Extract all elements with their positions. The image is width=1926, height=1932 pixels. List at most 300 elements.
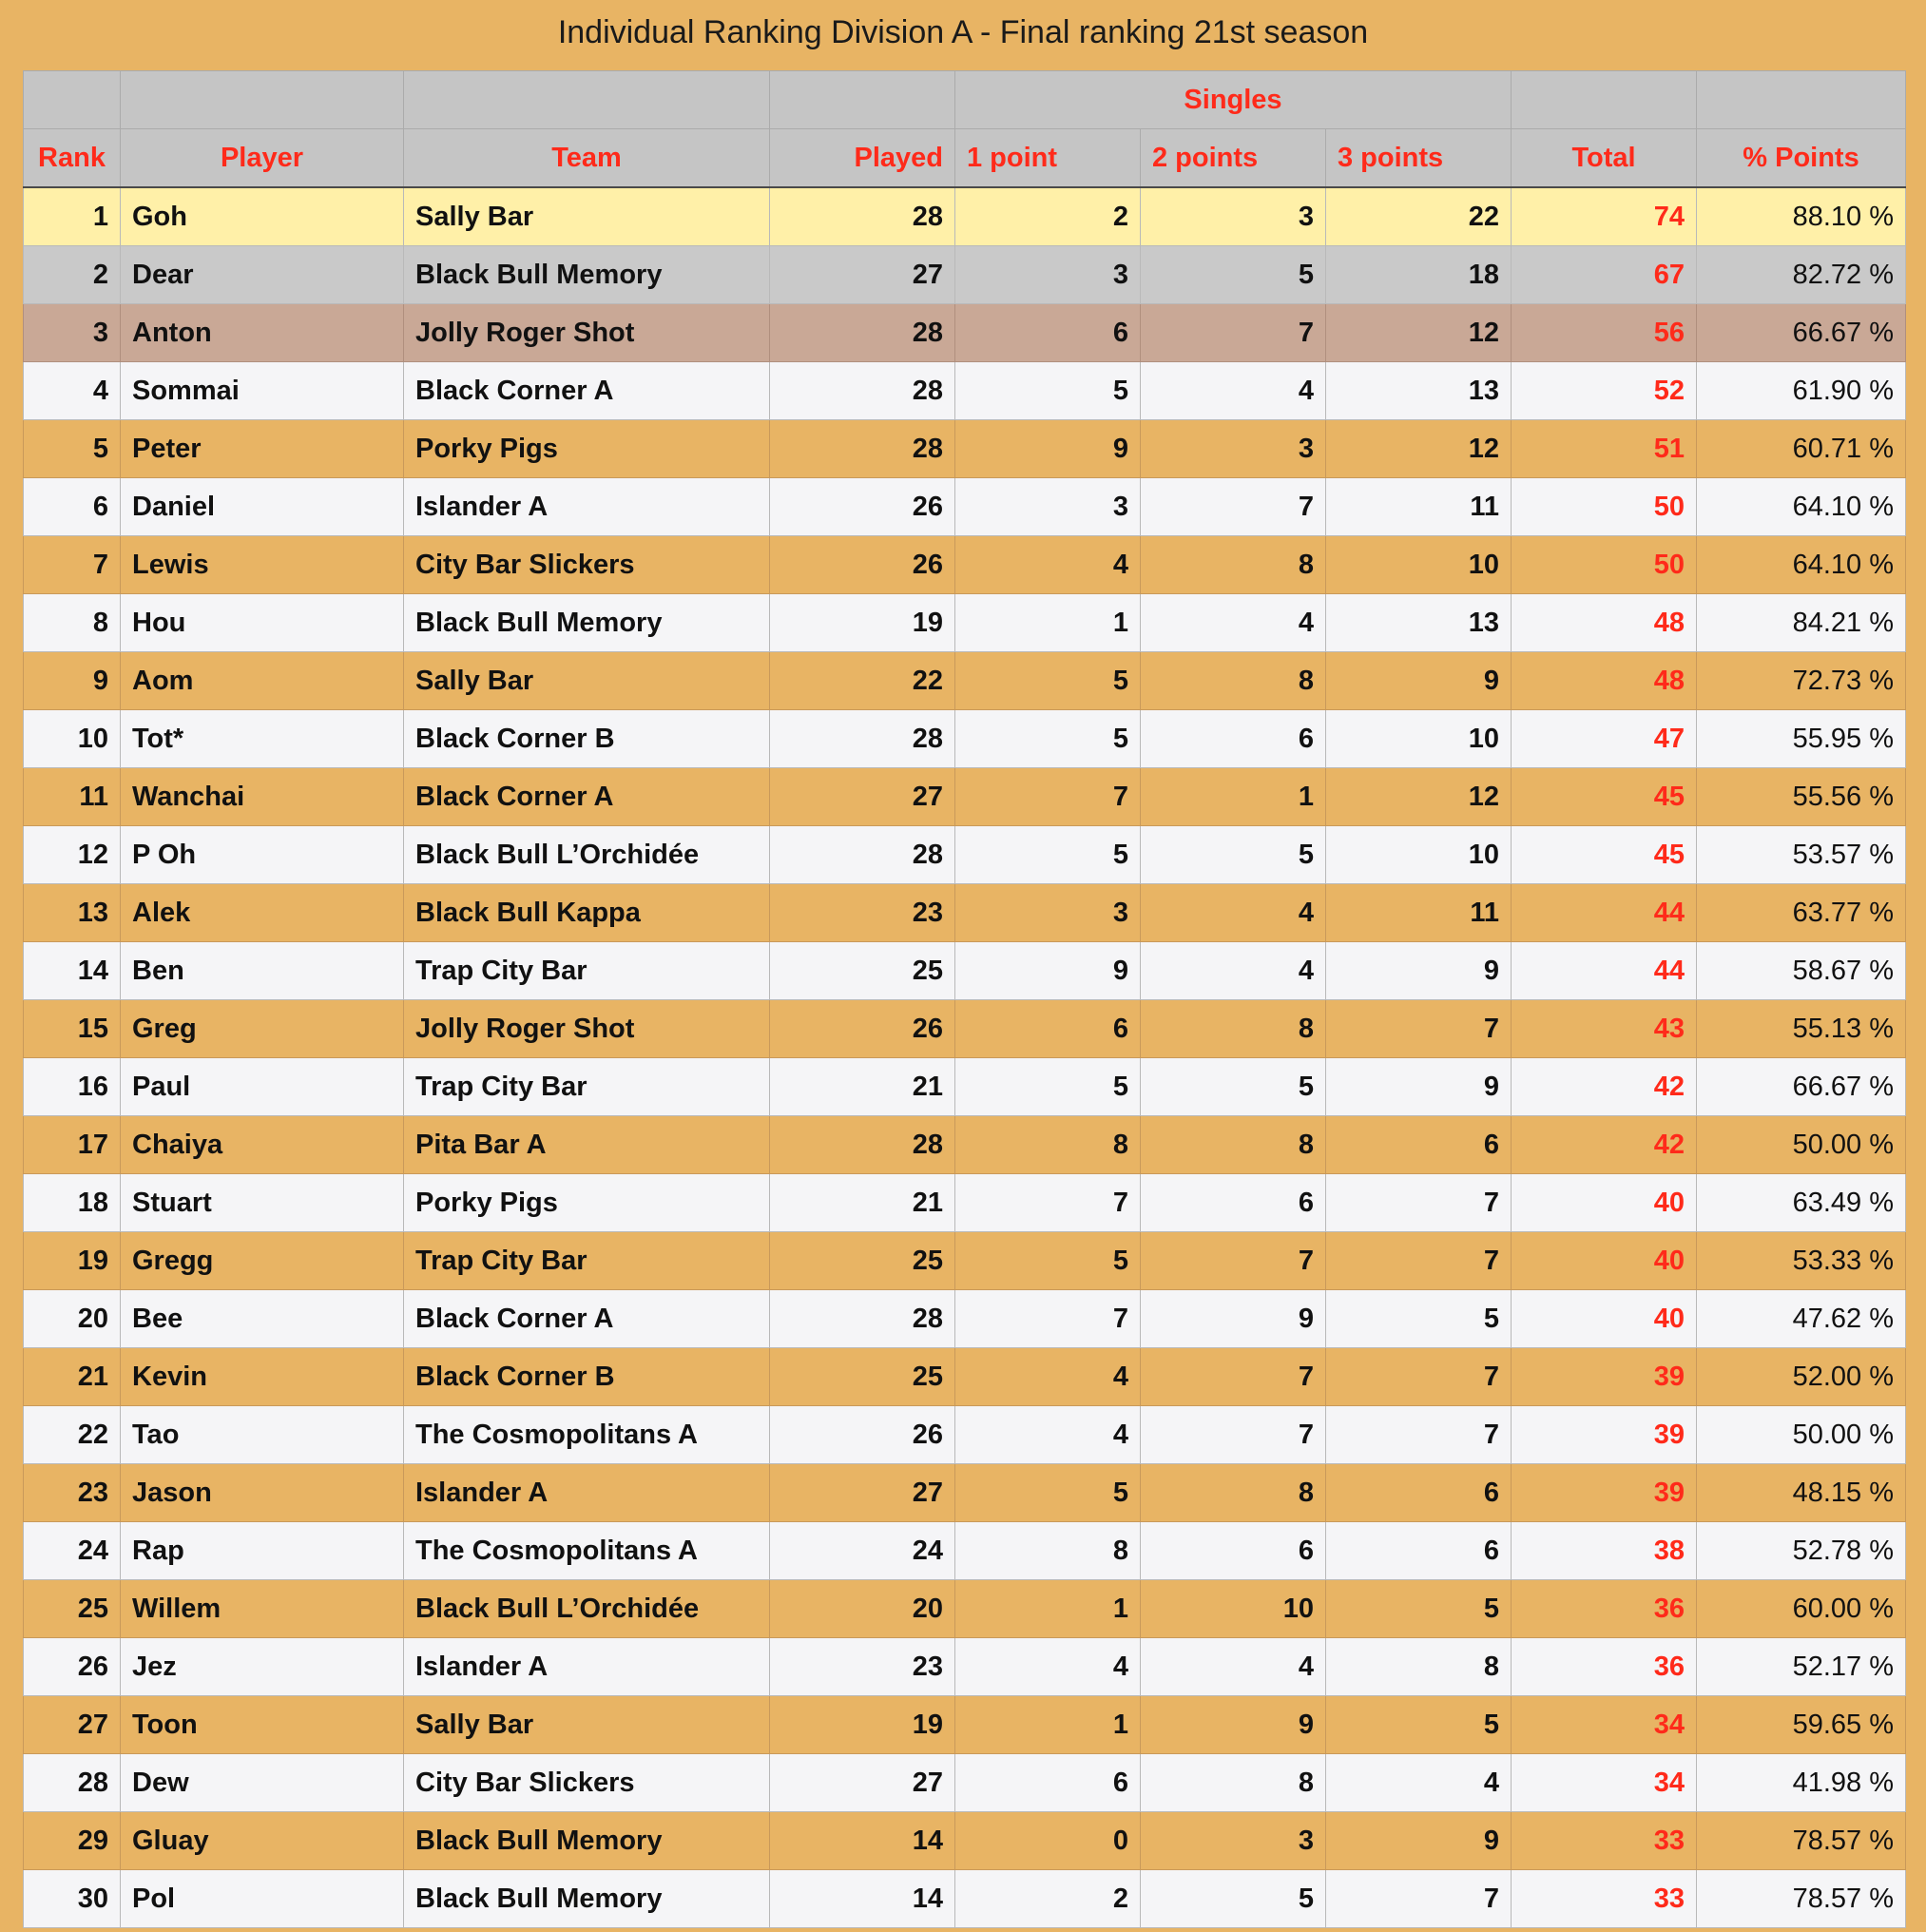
two-points-cell[interactable]: 8 (1141, 1754, 1326, 1812)
player-name-cell[interactable]: Dear (121, 246, 404, 304)
two-points-cell[interactable]: 1 (1141, 768, 1326, 826)
three-points-cell[interactable]: 7 (1326, 1406, 1512, 1464)
pct-points-cell[interactable]: 78.57 % (1697, 1870, 1906, 1928)
player-name-cell[interactable]: Jason (121, 1464, 404, 1522)
pct-points-cell[interactable]: 60.00 % (1697, 1580, 1906, 1638)
player-name-cell[interactable]: Hou (121, 594, 404, 652)
pct-points-cell[interactable]: 78.57 % (1697, 1812, 1906, 1870)
team-name-cell[interactable]: Black Bull L’Orchidée (404, 1580, 770, 1638)
played-cell[interactable]: 22 (770, 652, 955, 710)
team-name-cell[interactable]: Black Corner B (404, 710, 770, 768)
total-cell[interactable]: 36 (1512, 1638, 1697, 1696)
one-point-cell[interactable]: 3 (955, 884, 1141, 942)
three-points-cell[interactable]: 18 (1326, 246, 1512, 304)
player-name-cell[interactable]: Sommai (121, 362, 404, 420)
team-name-cell[interactable]: Black Corner A (404, 768, 770, 826)
played-cell[interactable]: 23 (770, 884, 955, 942)
played-cell[interactable]: 28 (770, 1290, 955, 1348)
two-points-cell[interactable]: 9 (1141, 1290, 1326, 1348)
two-points-cell[interactable]: 8 (1141, 536, 1326, 594)
table-row[interactable] (24, 1464, 1906, 1522)
three-points-cell[interactable]: 10 (1326, 710, 1512, 768)
player-name-cell[interactable]: Dew (121, 1754, 404, 1812)
table-row[interactable] (24, 304, 1906, 362)
three-points-cell[interactable]: 12 (1326, 304, 1512, 362)
rank-cell[interactable]: 27 (24, 1696, 121, 1754)
three-points-cell[interactable]: 7 (1326, 1348, 1512, 1406)
player-name-cell[interactable]: Bee (121, 1290, 404, 1348)
table-row[interactable] (24, 1406, 1906, 1464)
total-cell[interactable]: 39 (1512, 1406, 1697, 1464)
table-row[interactable] (24, 884, 1906, 942)
pct-points-cell[interactable]: 41.98 % (1697, 1754, 1906, 1812)
player-name-cell[interactable]: Kevin (121, 1348, 404, 1406)
pct-points-cell[interactable]: 48.15 % (1697, 1464, 1906, 1522)
total-cell[interactable]: 36 (1512, 1580, 1697, 1638)
one-point-cell[interactable]: 4 (955, 536, 1141, 594)
player-name-cell[interactable]: Jez (121, 1638, 404, 1696)
two-points-cell[interactable]: 3 (1141, 187, 1326, 246)
three-points-cell[interactable]: 5 (1326, 1580, 1512, 1638)
two-points-cell[interactable]: 4 (1141, 362, 1326, 420)
team-name-cell[interactable]: Black Bull Memory (404, 1812, 770, 1870)
rank-cell[interactable]: 5 (24, 420, 121, 478)
table-row[interactable] (24, 362, 1906, 420)
team-name-cell[interactable]: Black Corner A (404, 1290, 770, 1348)
player-name-cell[interactable]: Tot* (121, 710, 404, 768)
played-cell[interactable]: 26 (770, 478, 955, 536)
played-cell[interactable]: 27 (770, 1754, 955, 1812)
column-header-played[interactable]: Played (770, 129, 955, 188)
rank-cell[interactable]: 1 (24, 187, 121, 246)
table-row[interactable] (24, 1000, 1906, 1058)
rank-cell[interactable]: 18 (24, 1174, 121, 1232)
played-cell[interactable]: 26 (770, 1406, 955, 1464)
total-cell[interactable]: 40 (1512, 1290, 1697, 1348)
one-point-cell[interactable]: 1 (955, 594, 1141, 652)
three-points-cell[interactable]: 10 (1326, 826, 1512, 884)
table-row[interactable] (24, 536, 1906, 594)
total-cell[interactable]: 48 (1512, 594, 1697, 652)
one-point-cell[interactable]: 9 (955, 420, 1141, 478)
player-name-cell[interactable]: P Oh (121, 826, 404, 884)
rank-cell[interactable]: 3 (24, 304, 121, 362)
table-row[interactable] (24, 594, 1906, 652)
pct-points-cell[interactable]: 64.10 % (1697, 478, 1906, 536)
one-point-cell[interactable]: 6 (955, 304, 1141, 362)
three-points-cell[interactable]: 4 (1326, 1754, 1512, 1812)
total-cell[interactable]: 43 (1512, 1000, 1697, 1058)
three-points-cell[interactable]: 5 (1326, 1696, 1512, 1754)
table-row[interactable] (24, 1348, 1906, 1406)
rank-cell[interactable]: 25 (24, 1580, 121, 1638)
column-header-pct-points[interactable]: % Points (1697, 129, 1906, 188)
team-name-cell[interactable]: Trap City Bar (404, 1058, 770, 1116)
table-row[interactable] (24, 187, 1906, 246)
column-header-1-point[interactable]: 1 point (955, 129, 1141, 188)
two-points-cell[interactable]: 9 (1141, 1696, 1326, 1754)
column-header-player[interactable]: Player (121, 129, 404, 188)
rank-cell[interactable]: 13 (24, 884, 121, 942)
one-point-cell[interactable]: 1 (955, 1696, 1141, 1754)
team-name-cell[interactable]: Black Corner A (404, 362, 770, 420)
team-name-cell[interactable]: Islander A (404, 1638, 770, 1696)
pct-points-cell[interactable]: 64.10 % (1697, 536, 1906, 594)
played-cell[interactable]: 28 (770, 362, 955, 420)
total-cell[interactable]: 33 (1512, 1812, 1697, 1870)
player-name-cell[interactable]: Anton (121, 304, 404, 362)
pct-points-cell[interactable]: 58.67 % (1697, 942, 1906, 1000)
total-cell[interactable]: 42 (1512, 1058, 1697, 1116)
three-points-cell[interactable]: 7 (1326, 1232, 1512, 1290)
played-cell[interactable]: 14 (770, 1812, 955, 1870)
two-points-cell[interactable]: 8 (1141, 652, 1326, 710)
played-cell[interactable]: 26 (770, 536, 955, 594)
two-points-cell[interactable]: 4 (1141, 884, 1326, 942)
pct-points-cell[interactable]: 82.72 % (1697, 246, 1906, 304)
player-name-cell[interactable]: Goh (121, 187, 404, 246)
team-name-cell[interactable]: Black Bull Memory (404, 1870, 770, 1928)
total-cell[interactable]: 44 (1512, 884, 1697, 942)
played-cell[interactable]: 27 (770, 1464, 955, 1522)
rank-cell[interactable]: 20 (24, 1290, 121, 1348)
one-point-cell[interactable]: 4 (955, 1348, 1141, 1406)
table-row[interactable] (24, 826, 1906, 884)
total-cell[interactable]: 34 (1512, 1754, 1697, 1812)
pct-points-cell[interactable]: 88.10 % (1697, 187, 1906, 246)
team-name-cell[interactable]: Porky Pigs (404, 1174, 770, 1232)
table-row[interactable] (24, 478, 1906, 536)
pct-points-cell[interactable]: 53.33 % (1697, 1232, 1906, 1290)
one-point-cell[interactable]: 4 (955, 1638, 1141, 1696)
one-point-cell[interactable]: 2 (955, 1870, 1141, 1928)
two-points-cell[interactable]: 7 (1141, 478, 1326, 536)
one-point-cell[interactable]: 7 (955, 1290, 1141, 1348)
one-point-cell[interactable]: 2 (955, 187, 1141, 246)
table-row[interactable] (24, 1754, 1906, 1812)
pct-points-cell[interactable]: 63.77 % (1697, 884, 1906, 942)
rank-cell[interactable]: 7 (24, 536, 121, 594)
played-cell[interactable]: 25 (770, 1232, 955, 1290)
total-cell[interactable]: 34 (1512, 1696, 1697, 1754)
team-name-cell[interactable]: Black Bull Memory (404, 594, 770, 652)
played-cell[interactable]: 28 (770, 826, 955, 884)
played-cell[interactable]: 25 (770, 1348, 955, 1406)
pct-points-cell[interactable]: 50.00 % (1697, 1116, 1906, 1174)
played-cell[interactable]: 28 (770, 420, 955, 478)
two-points-cell[interactable]: 3 (1141, 1812, 1326, 1870)
rank-cell[interactable]: 11 (24, 768, 121, 826)
player-name-cell[interactable]: Paul (121, 1058, 404, 1116)
table-row[interactable] (24, 1870, 1906, 1928)
table-row[interactable] (24, 1522, 1906, 1580)
team-name-cell[interactable]: Islander A (404, 1464, 770, 1522)
rank-cell[interactable]: 23 (24, 1464, 121, 1522)
rank-cell[interactable]: 16 (24, 1058, 121, 1116)
played-cell[interactable]: 26 (770, 1000, 955, 1058)
total-cell[interactable]: 39 (1512, 1464, 1697, 1522)
player-name-cell[interactable]: Wanchai (121, 768, 404, 826)
table-row[interactable] (24, 1058, 1906, 1116)
rank-cell[interactable]: 30 (24, 1870, 121, 1928)
three-points-cell[interactable]: 7 (1326, 1870, 1512, 1928)
table-row[interactable] (24, 1696, 1906, 1754)
rank-cell[interactable]: 19 (24, 1232, 121, 1290)
two-points-cell[interactable]: 7 (1141, 1348, 1326, 1406)
one-point-cell[interactable]: 4 (955, 1406, 1141, 1464)
one-point-cell[interactable]: 9 (955, 942, 1141, 1000)
three-points-cell[interactable]: 12 (1326, 768, 1512, 826)
player-name-cell[interactable]: Tao (121, 1406, 404, 1464)
three-points-cell[interactable]: 11 (1326, 884, 1512, 942)
table-row[interactable] (24, 420, 1906, 478)
played-cell[interactable]: 24 (770, 1522, 955, 1580)
team-name-cell[interactable]: Black Corner B (404, 1348, 770, 1406)
rank-cell[interactable]: 14 (24, 942, 121, 1000)
team-name-cell[interactable]: Black Bull Memory (404, 246, 770, 304)
three-points-cell[interactable]: 10 (1326, 536, 1512, 594)
three-points-cell[interactable]: 6 (1326, 1116, 1512, 1174)
two-points-cell[interactable]: 4 (1141, 594, 1326, 652)
player-name-cell[interactable]: Gluay (121, 1812, 404, 1870)
played-cell[interactable]: 20 (770, 1580, 955, 1638)
two-points-cell[interactable]: 3 (1141, 420, 1326, 478)
pct-points-cell[interactable]: 63.49 % (1697, 1174, 1906, 1232)
pct-points-cell[interactable]: 55.13 % (1697, 1000, 1906, 1058)
total-cell[interactable]: 50 (1512, 478, 1697, 536)
played-cell[interactable]: 28 (770, 1116, 955, 1174)
played-cell[interactable]: 19 (770, 1696, 955, 1754)
rank-cell[interactable]: 22 (24, 1406, 121, 1464)
total-cell[interactable]: 47 (1512, 710, 1697, 768)
team-name-cell[interactable]: Black Bull L’Orchidée (404, 826, 770, 884)
table-row[interactable] (24, 1232, 1906, 1290)
player-name-cell[interactable]: Gregg (121, 1232, 404, 1290)
two-points-cell[interactable]: 6 (1141, 1174, 1326, 1232)
column-header-3-points[interactable]: 3 points (1326, 129, 1512, 188)
player-name-cell[interactable]: Willem (121, 1580, 404, 1638)
pct-points-cell[interactable]: 52.78 % (1697, 1522, 1906, 1580)
total-cell[interactable]: 40 (1512, 1232, 1697, 1290)
one-point-cell[interactable]: 7 (955, 1174, 1141, 1232)
rank-cell[interactable]: 4 (24, 362, 121, 420)
three-points-cell[interactable]: 9 (1326, 942, 1512, 1000)
team-name-cell[interactable]: The Cosmopolitans A (404, 1522, 770, 1580)
three-points-cell[interactable]: 9 (1326, 1812, 1512, 1870)
pct-points-cell[interactable]: 84.21 % (1697, 594, 1906, 652)
rank-cell[interactable]: 12 (24, 826, 121, 884)
total-cell[interactable]: 48 (1512, 652, 1697, 710)
two-points-cell[interactable]: 5 (1141, 246, 1326, 304)
rank-cell[interactable]: 15 (24, 1000, 121, 1058)
played-cell[interactable]: 27 (770, 768, 955, 826)
team-name-cell[interactable]: Pita Bar A (404, 1116, 770, 1174)
three-points-cell[interactable]: 13 (1326, 362, 1512, 420)
total-cell[interactable]: 51 (1512, 420, 1697, 478)
team-name-cell[interactable]: Sally Bar (404, 187, 770, 246)
one-point-cell[interactable]: 5 (955, 1464, 1141, 1522)
three-points-cell[interactable]: 5 (1326, 1290, 1512, 1348)
two-points-cell[interactable]: 7 (1141, 304, 1326, 362)
total-cell[interactable]: 74 (1512, 187, 1697, 246)
three-points-cell[interactable]: 7 (1326, 1174, 1512, 1232)
pct-points-cell[interactable]: 55.95 % (1697, 710, 1906, 768)
one-point-cell[interactable]: 8 (955, 1522, 1141, 1580)
column-header-team[interactable]: Team (404, 129, 770, 188)
total-cell[interactable]: 40 (1512, 1174, 1697, 1232)
two-points-cell[interactable]: 8 (1141, 1116, 1326, 1174)
table-row[interactable] (24, 652, 1906, 710)
pct-points-cell[interactable]: 72.73 % (1697, 652, 1906, 710)
three-points-cell[interactable]: 6 (1326, 1522, 1512, 1580)
total-cell[interactable]: 45 (1512, 826, 1697, 884)
three-points-cell[interactable]: 8 (1326, 1638, 1512, 1696)
rank-cell[interactable]: 29 (24, 1812, 121, 1870)
team-name-cell[interactable]: The Cosmopolitans A (404, 1406, 770, 1464)
team-name-cell[interactable]: Trap City Bar (404, 1232, 770, 1290)
total-cell[interactable]: 42 (1512, 1116, 1697, 1174)
one-point-cell[interactable]: 5 (955, 826, 1141, 884)
player-name-cell[interactable]: Chaiya (121, 1116, 404, 1174)
player-name-cell[interactable]: Rap (121, 1522, 404, 1580)
pct-points-cell[interactable]: 59.65 % (1697, 1696, 1906, 1754)
one-point-cell[interactable]: 3 (955, 478, 1141, 536)
total-cell[interactable]: 45 (1512, 768, 1697, 826)
table-row[interactable] (24, 1290, 1906, 1348)
rank-cell[interactable]: 21 (24, 1348, 121, 1406)
rank-cell[interactable]: 9 (24, 652, 121, 710)
played-cell[interactable]: 19 (770, 594, 955, 652)
rank-cell[interactable]: 6 (24, 478, 121, 536)
two-points-cell[interactable]: 4 (1141, 1638, 1326, 1696)
one-point-cell[interactable]: 1 (955, 1580, 1141, 1638)
team-name-cell[interactable]: City Bar Slickers (404, 536, 770, 594)
three-points-cell[interactable]: 13 (1326, 594, 1512, 652)
one-point-cell[interactable]: 7 (955, 768, 1141, 826)
one-point-cell[interactable]: 8 (955, 1116, 1141, 1174)
team-name-cell[interactable]: Black Bull Kappa (404, 884, 770, 942)
player-name-cell[interactable]: Ben (121, 942, 404, 1000)
one-point-cell[interactable]: 5 (955, 710, 1141, 768)
column-header-rank[interactable]: Rank (24, 129, 121, 188)
three-points-cell[interactable]: 11 (1326, 478, 1512, 536)
team-name-cell[interactable]: Sally Bar (404, 1696, 770, 1754)
played-cell[interactable]: 28 (770, 304, 955, 362)
one-point-cell[interactable]: 6 (955, 1000, 1141, 1058)
total-cell[interactable]: 52 (1512, 362, 1697, 420)
pct-points-cell[interactable]: 50.00 % (1697, 1406, 1906, 1464)
rank-cell[interactable]: 26 (24, 1638, 121, 1696)
rank-cell[interactable]: 24 (24, 1522, 121, 1580)
two-points-cell[interactable]: 4 (1141, 942, 1326, 1000)
total-cell[interactable]: 38 (1512, 1522, 1697, 1580)
player-name-cell[interactable]: Pol (121, 1870, 404, 1928)
pct-points-cell[interactable]: 66.67 % (1697, 1058, 1906, 1116)
two-points-cell[interactable]: 7 (1141, 1406, 1326, 1464)
team-name-cell[interactable]: Porky Pigs (404, 420, 770, 478)
table-row[interactable] (24, 768, 1906, 826)
team-name-cell[interactable]: City Bar Slickers (404, 1754, 770, 1812)
total-cell[interactable]: 44 (1512, 942, 1697, 1000)
pct-points-cell[interactable]: 60.71 % (1697, 420, 1906, 478)
table-row[interactable] (24, 1116, 1906, 1174)
player-name-cell[interactable]: Toon (121, 1696, 404, 1754)
total-cell[interactable]: 56 (1512, 304, 1697, 362)
played-cell[interactable]: 21 (770, 1174, 955, 1232)
played-cell[interactable]: 21 (770, 1058, 955, 1116)
player-name-cell[interactable]: Greg (121, 1000, 404, 1058)
column-header-2-points[interactable]: 2 points (1141, 129, 1326, 188)
team-name-cell[interactable]: Islander A (404, 478, 770, 536)
three-points-cell[interactable]: 12 (1326, 420, 1512, 478)
total-cell[interactable]: 50 (1512, 536, 1697, 594)
player-name-cell[interactable]: Lewis (121, 536, 404, 594)
total-cell[interactable]: 33 (1512, 1870, 1697, 1928)
two-points-cell[interactable]: 6 (1141, 1522, 1326, 1580)
table-row[interactable] (24, 246, 1906, 304)
one-point-cell[interactable]: 6 (955, 1754, 1141, 1812)
rank-cell[interactable]: 28 (24, 1754, 121, 1812)
one-point-cell[interactable]: 5 (955, 1232, 1141, 1290)
pct-points-cell[interactable]: 53.57 % (1697, 826, 1906, 884)
pct-points-cell[interactable]: 52.00 % (1697, 1348, 1906, 1406)
team-name-cell[interactable]: Jolly Roger Shot (404, 304, 770, 362)
played-cell[interactable]: 14 (770, 1870, 955, 1928)
two-points-cell[interactable]: 7 (1141, 1232, 1326, 1290)
two-points-cell[interactable]: 5 (1141, 826, 1326, 884)
team-name-cell[interactable]: Sally Bar (404, 652, 770, 710)
player-name-cell[interactable]: Stuart (121, 1174, 404, 1232)
three-points-cell[interactable]: 7 (1326, 1000, 1512, 1058)
total-cell[interactable]: 39 (1512, 1348, 1697, 1406)
two-points-cell[interactable]: 8 (1141, 1000, 1326, 1058)
pct-points-cell[interactable]: 55.56 % (1697, 768, 1906, 826)
two-points-cell[interactable]: 5 (1141, 1058, 1326, 1116)
total-cell[interactable]: 67 (1512, 246, 1697, 304)
table-row[interactable] (24, 710, 1906, 768)
one-point-cell[interactable]: 5 (955, 362, 1141, 420)
played-cell[interactable]: 23 (770, 1638, 955, 1696)
three-points-cell[interactable]: 6 (1326, 1464, 1512, 1522)
three-points-cell[interactable]: 22 (1326, 187, 1512, 246)
three-points-cell[interactable]: 9 (1326, 652, 1512, 710)
two-points-cell[interactable]: 5 (1141, 1870, 1326, 1928)
played-cell[interactable]: 28 (770, 710, 955, 768)
played-cell[interactable]: 27 (770, 246, 955, 304)
team-name-cell[interactable]: Jolly Roger Shot (404, 1000, 770, 1058)
player-name-cell[interactable]: Peter (121, 420, 404, 478)
rank-cell[interactable]: 17 (24, 1116, 121, 1174)
one-point-cell[interactable]: 5 (955, 652, 1141, 710)
team-name-cell[interactable]: Trap City Bar (404, 942, 770, 1000)
table-row[interactable] (24, 1174, 1906, 1232)
rank-cell[interactable]: 2 (24, 246, 121, 304)
pct-points-cell[interactable]: 61.90 % (1697, 362, 1906, 420)
rank-cell[interactable]: 10 (24, 710, 121, 768)
table-row[interactable] (24, 1812, 1906, 1870)
played-cell[interactable]: 25 (770, 942, 955, 1000)
pct-points-cell[interactable]: 47.62 % (1697, 1290, 1906, 1348)
player-name-cell[interactable]: Alek (121, 884, 404, 942)
two-points-cell[interactable]: 8 (1141, 1464, 1326, 1522)
played-cell[interactable]: 28 (770, 187, 955, 246)
player-name-cell[interactable]: Aom (121, 652, 404, 710)
three-points-cell[interactable]: 9 (1326, 1058, 1512, 1116)
two-points-cell[interactable]: 10 (1141, 1580, 1326, 1638)
pct-points-cell[interactable]: 66.67 % (1697, 304, 1906, 362)
one-point-cell[interactable]: 3 (955, 246, 1141, 304)
one-point-cell[interactable]: 0 (955, 1812, 1141, 1870)
